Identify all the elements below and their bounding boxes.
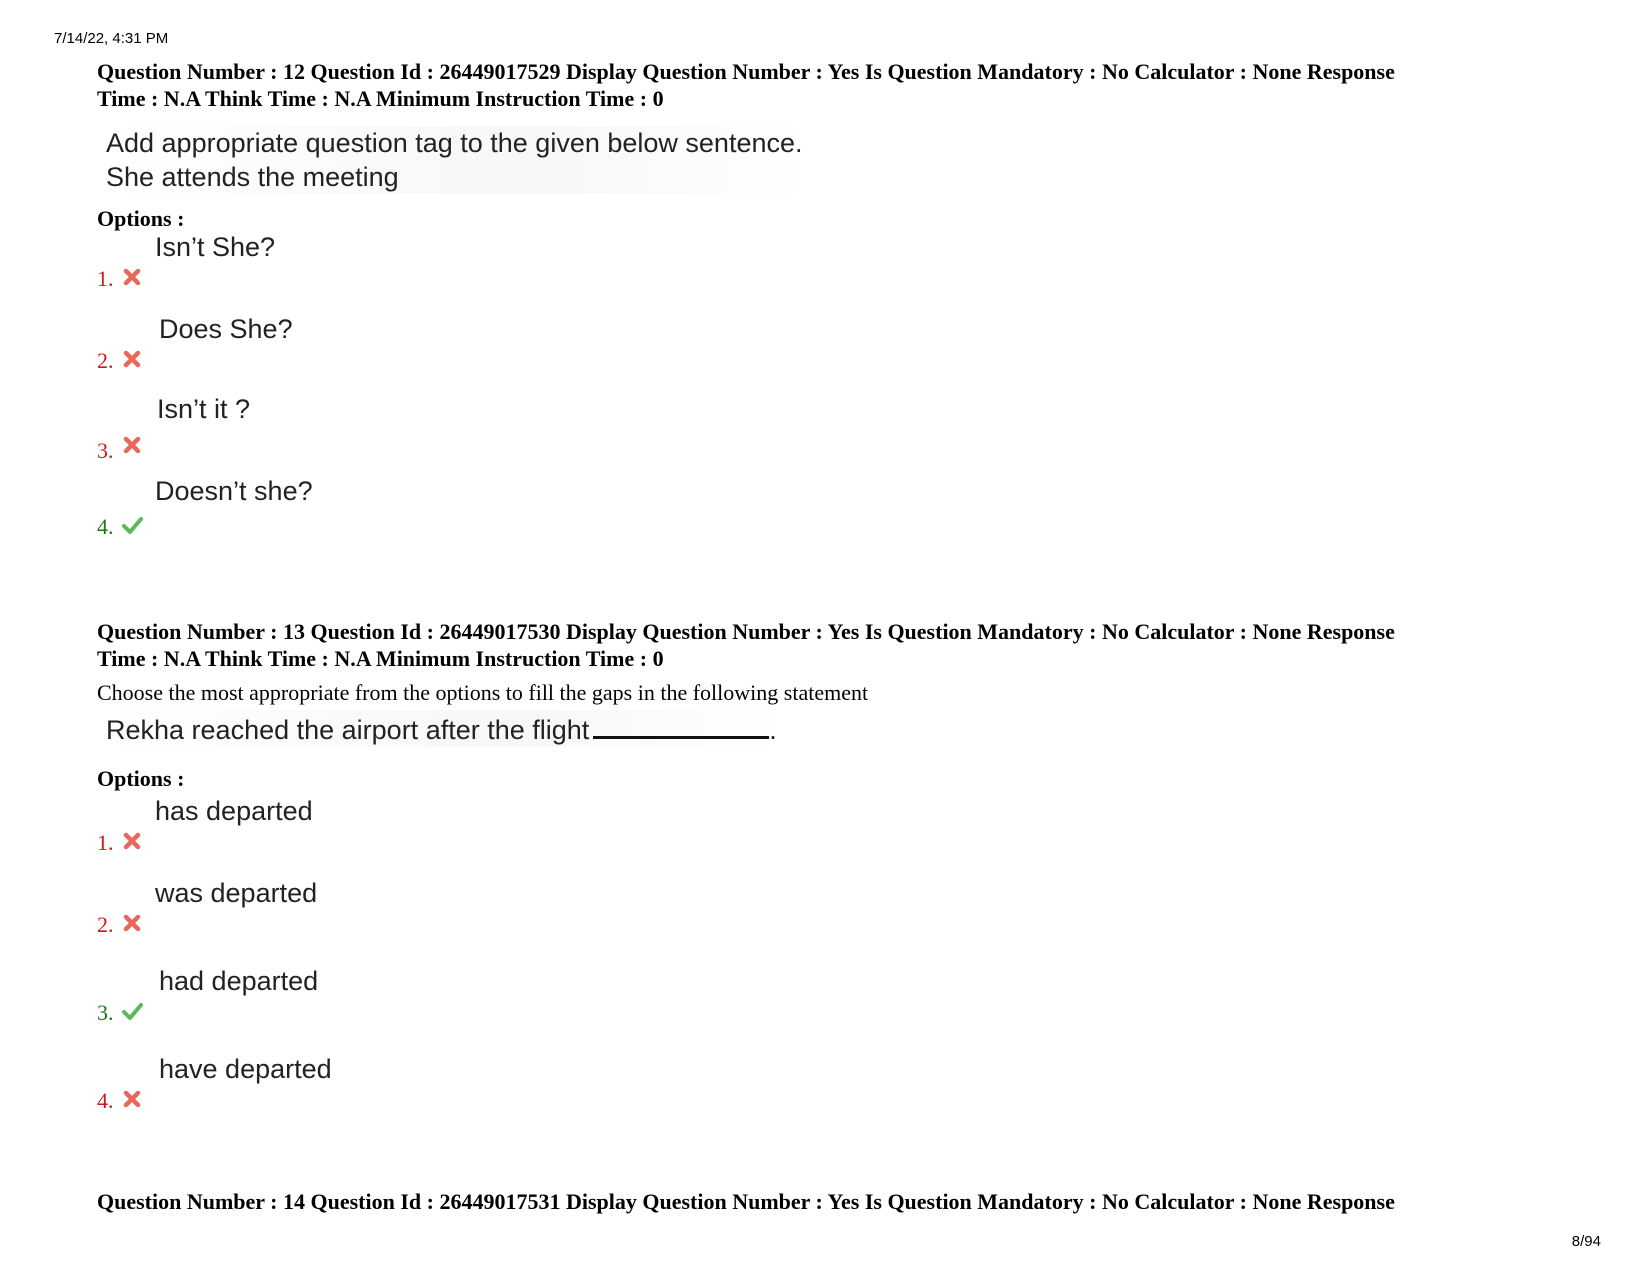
option-text: Doesn’t she?: [155, 476, 313, 506]
question-14-meta: [97, 1188, 1557, 1215]
option-text: Isn’t She?: [155, 232, 276, 262]
question-12-options-label: Options :: [97, 206, 185, 231]
question-12-option-2: [97, 314, 597, 374]
cross-icon: [121, 830, 143, 852]
cross-icon: [121, 1088, 143, 1110]
question-12-option-3: [97, 394, 597, 464]
question-12-option-4: [97, 476, 597, 540]
option-number: 2.: [97, 912, 114, 937]
question-13-option-3: [97, 966, 597, 1026]
option-number: 3.: [97, 1000, 114, 1025]
question-14-meta-line1: Question Number : 14 Question Id : 26449017531 Display Question Number : Yes Is Question Mandatory : No Calculator : None Response: [97, 1189, 1395, 1214]
question-13-option-1: [97, 796, 597, 856]
question-13-image-text: Rekha reached the airport after the flight: [106, 715, 590, 745]
question-13-option-2: [97, 878, 597, 938]
question-13-options-label: Options :: [97, 766, 185, 791]
question-12-option-1: [97, 232, 597, 292]
option-number: 4.: [97, 1088, 114, 1113]
option-text: had departed: [159, 966, 319, 996]
question-12-meta-line1: Question Number : 12 Question Id : 26449017529 Display Question Number : Yes Is Question Mandatory : No Calculator : None Response: [97, 59, 1395, 84]
question-13-meta-line2: Time : N.A Think Time : N.A Minimum Instruction Time : 0: [97, 646, 664, 671]
check-icon: [121, 514, 143, 536]
cross-icon: [121, 266, 143, 288]
question-13-option-4: [97, 1054, 597, 1114]
question-13-image: [97, 710, 786, 747]
option-number: 2.: [97, 348, 114, 373]
option-text: has departed: [155, 796, 313, 826]
question-12-image-line1: Add appropriate question tag to the given below sentence.: [106, 128, 803, 158]
question-13-meta: [97, 618, 1557, 672]
option-number: 1.: [97, 830, 114, 855]
question-13-instruction: Choose the most appropriate from the options to fill the gaps in the following statement: [97, 680, 869, 705]
option-text: Does She?: [159, 314, 293, 344]
check-icon: [121, 1000, 143, 1022]
question-12-meta: [97, 58, 1557, 112]
question-12-image-line2: She attends the meeting: [106, 162, 399, 192]
page-number: 8/94: [1571, 1233, 1601, 1250]
option-number: 3.: [97, 438, 114, 463]
option-text: was departed: [155, 878, 318, 908]
option-number: 1.: [97, 266, 114, 291]
question-12-meta-line2: Time : N.A Think Time : N.A Minimum Instruction Time : 0: [97, 86, 664, 111]
option-text: have departed: [159, 1054, 332, 1084]
question-12-image: [97, 126, 812, 194]
cross-icon: [121, 348, 143, 370]
option-number: 4.: [97, 514, 114, 539]
question-13-image-suffix: .: [769, 715, 777, 745]
question-13-meta-line1: Question Number : 13 Question Id : 26449017530 Display Question Number : Yes Is Question Mandatory : No Calculator : None Response: [97, 619, 1395, 644]
fill-in-blank: [593, 710, 769, 739]
option-text: Isn’t it ?: [157, 394, 251, 424]
print-timestamp: 7/14/22, 4:31 PM: [54, 30, 169, 47]
cross-icon: [121, 912, 143, 934]
cross-icon: [121, 434, 143, 456]
